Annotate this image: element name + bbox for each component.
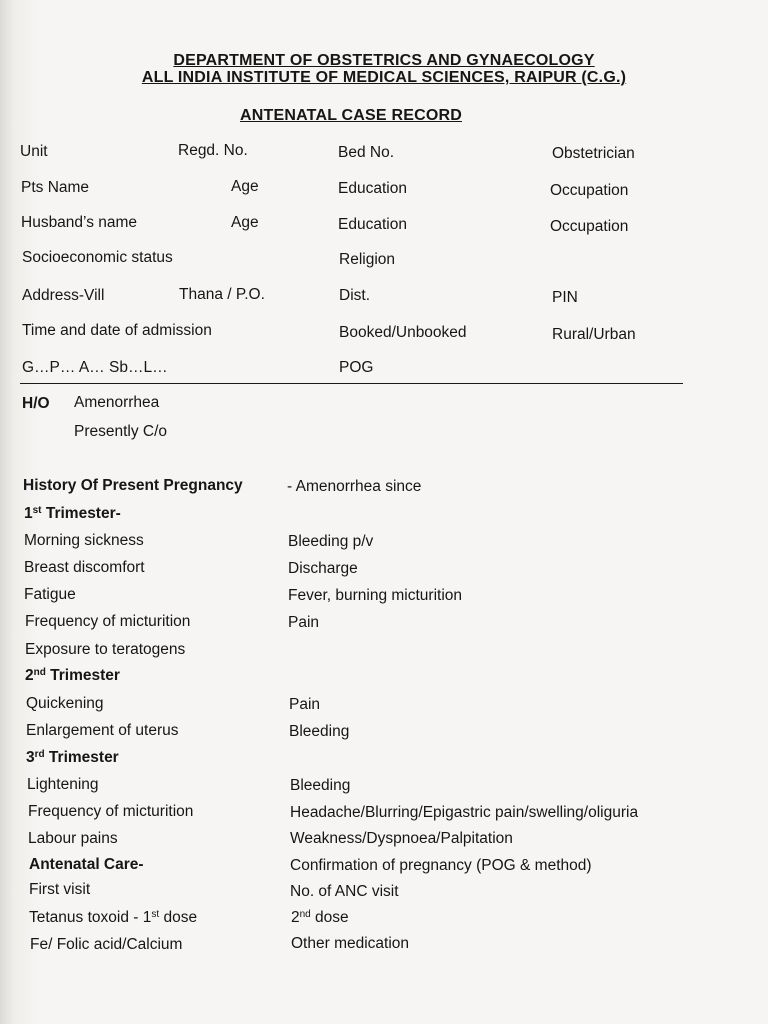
section-divider: [20, 383, 683, 384]
obstetric-score-label: G…P… A… Sb…L…: [22, 359, 168, 376]
amenorrhea-since-label: - Amenorrhea since: [287, 478, 422, 495]
patient-occupation-label: Occupation: [550, 182, 629, 199]
second-trimester-left-item: Enlargement of uterus: [26, 722, 179, 739]
husband-name-label: Husband’s name: [21, 214, 138, 231]
tetanus-first-dose-label: Tetanus toxoid - 1st dose: [29, 909, 198, 926]
history-of-label: H/O: [22, 395, 50, 412]
third-trimester-heading: 3rd Trimester: [26, 749, 119, 766]
patient-age-label: Age: [231, 178, 259, 195]
obstetrician-label: Obstetrician: [552, 145, 635, 162]
third-trimester-left-item: Lightening: [27, 776, 99, 793]
antenatal-care-heading: Antenatal Care-: [29, 856, 144, 873]
district-label: Dist.: [339, 287, 370, 304]
third-trimester-left-item: Labour pains: [28, 830, 118, 847]
patient-education-label: Education: [338, 180, 407, 197]
husband-education-label: Education: [338, 216, 407, 233]
first-trimester-right-item: Fever, burning micturition: [288, 587, 463, 604]
presently-co-label: Presently C/o: [74, 423, 168, 440]
fe-folic-calcium-label: Fe/ Folic acid/Calcium: [30, 936, 183, 953]
pin-label: PIN: [552, 289, 578, 306]
socioeconomic-status-label: Socioeconomic status: [22, 249, 173, 266]
third-trimester-right-item: Bleeding: [290, 777, 351, 794]
bed-no-label: Bed No.: [338, 144, 395, 161]
first-trimester-left-item: Morning sickness: [24, 532, 144, 549]
first-trimester-left-item: Fatigue: [24, 586, 76, 603]
rural-urban-label: Rural/Urban: [552, 326, 636, 343]
admission-time-label: Time and date of admission: [22, 322, 212, 339]
third-trimester-right-item: Weakness/Dyspnoea/Palpitation: [290, 830, 513, 847]
second-trimester-right-item: Pain: [289, 696, 321, 713]
pregnancy-confirmation-label: Confirmation of pregnancy (POG & method): [290, 857, 592, 874]
first-trimester-right-item: Discharge: [288, 560, 358, 577]
first-trimester-left-item: Breast discomfort: [24, 559, 145, 576]
patient-name-label: Pts Name: [21, 179, 90, 196]
first-trimester-left-item: Exposure to teratogens: [25, 641, 186, 658]
third-trimester-left-item: Frequency of micturition: [28, 803, 194, 820]
second-trimester-left-item: Quickening: [26, 695, 104, 712]
husband-age-label: Age: [231, 214, 259, 231]
pog-label: POG: [339, 359, 374, 376]
first-trimester-left-item: Frequency of micturition: [25, 613, 191, 630]
first-visit-label: First visit: [29, 881, 91, 898]
husband-occupation-label: Occupation: [550, 218, 629, 235]
record-title: ANTENATAL CASE RECORD: [240, 107, 462, 124]
amenorrhea-label: Amenorrhea: [74, 394, 160, 411]
institute-title: ALL INDIA INSTITUTE OF MEDICAL SCIENCES, RAIPUR (C.G.): [141, 69, 627, 86]
first-trimester-right-item: Pain: [288, 614, 320, 631]
second-trimester-heading: 2nd Trimester: [25, 667, 120, 684]
unit-label: Unit: [20, 143, 48, 160]
third-trimester-right-item: Headache/Blurring/Epigastric pain/swelling/oliguria: [290, 804, 639, 821]
first-trimester-heading: 1st Trimester-: [24, 505, 121, 522]
thana-po-label: Thana / P.O.: [179, 286, 265, 303]
address-vill-label: Address-Vill: [22, 287, 105, 304]
present-pregnancy-heading: History Of Present Pregnancy: [23, 477, 243, 494]
tetanus-second-dose-label: 2nd dose: [291, 909, 349, 926]
second-trimester-right-item: Bleeding: [289, 723, 350, 740]
religion-label: Religion: [339, 251, 396, 268]
booked-unbooked-label: Booked/Unbooked: [339, 324, 467, 341]
department-title: DEPARTMENT OF OBSTETRICS AND GYNAECOLOGY: [173, 52, 595, 69]
anc-visit-count-label: No. of ANC visit: [290, 883, 399, 900]
other-medication-label: Other medication: [291, 935, 410, 952]
first-trimester-right-item: Bleeding p/v: [288, 533, 374, 550]
regd-no-label: Regd. No.: [178, 142, 248, 159]
